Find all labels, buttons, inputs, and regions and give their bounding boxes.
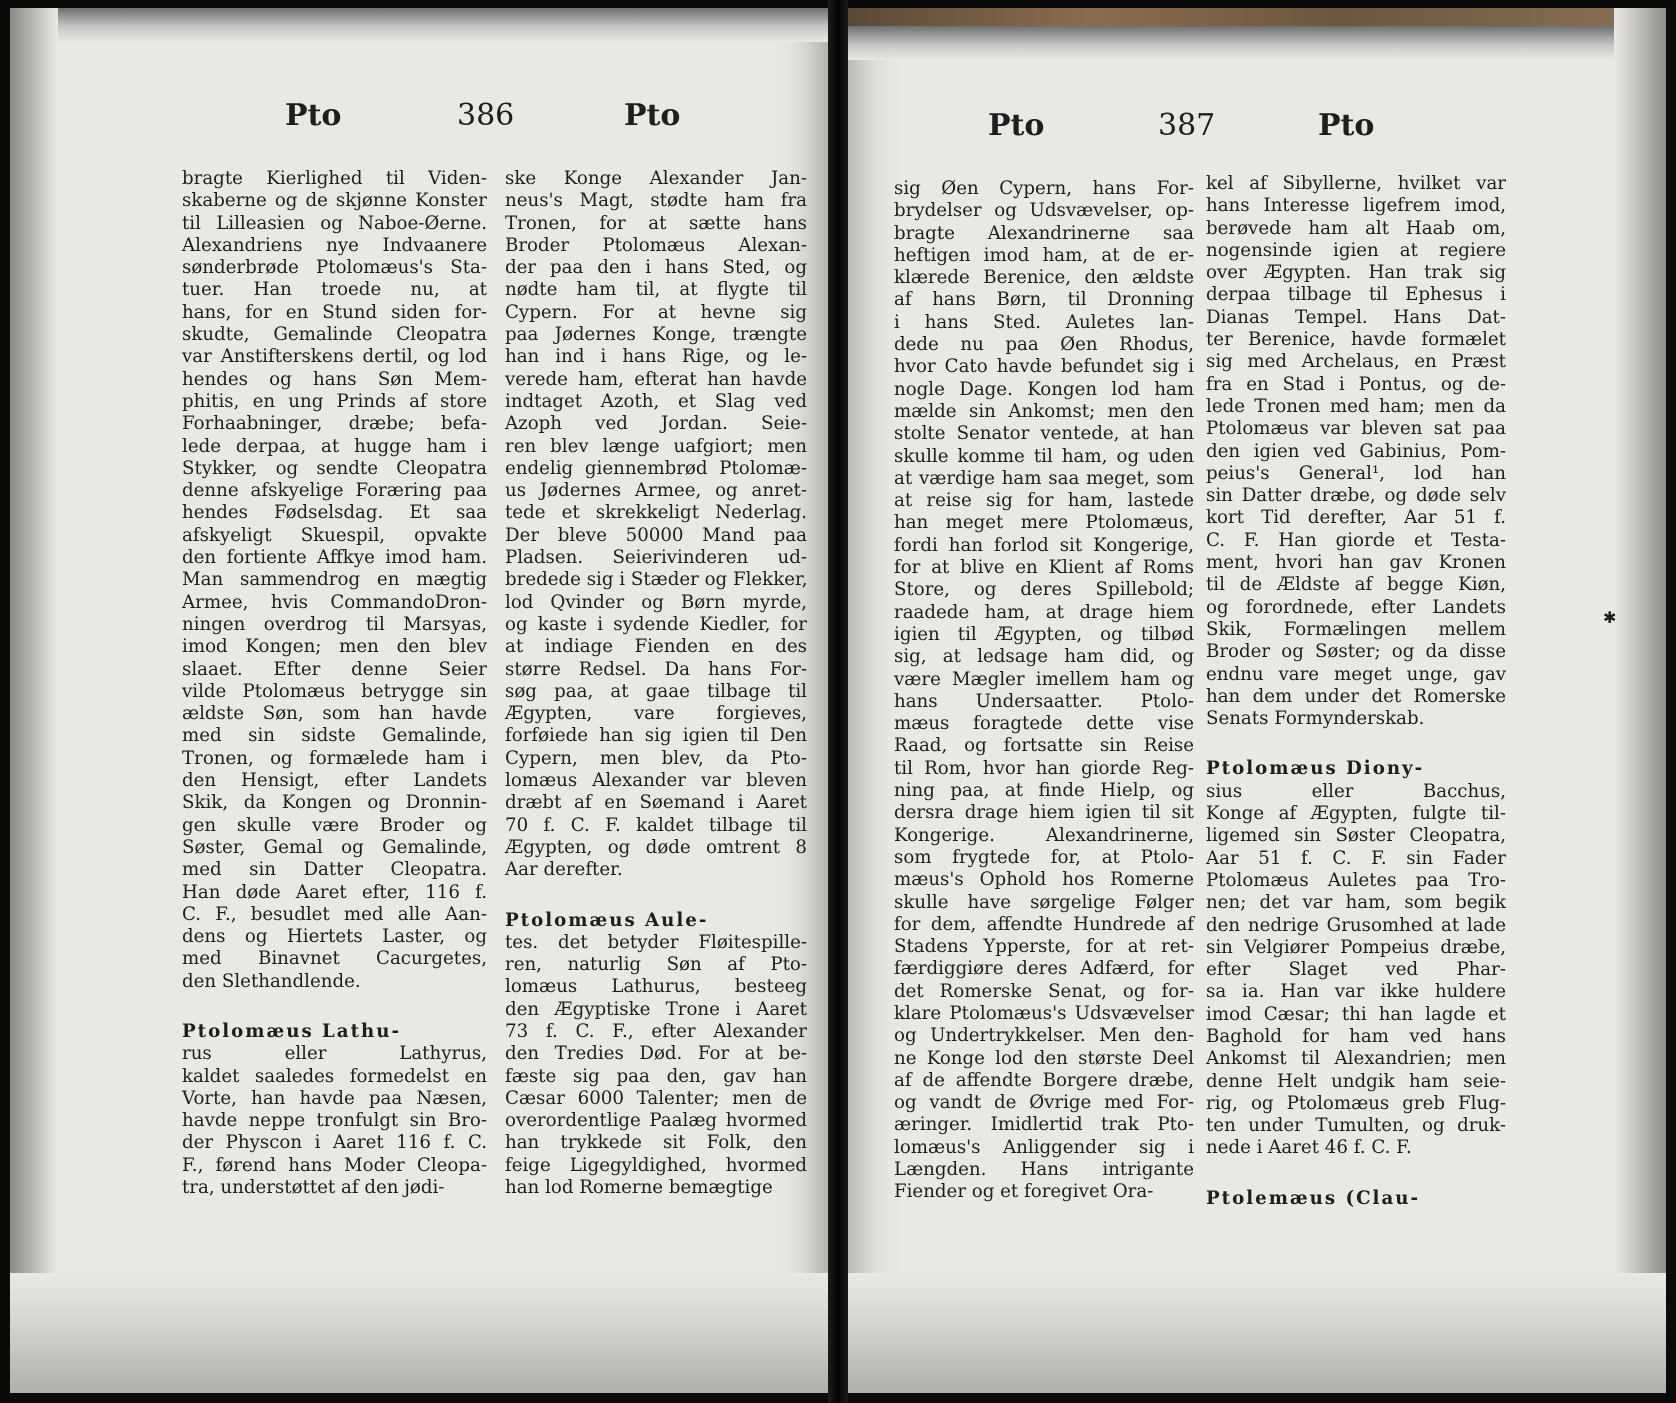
text-line: Store, og deres Spillebold;: [894, 579, 1194, 601]
text-line: Aar 51 f. C. F. sin Fader: [1206, 847, 1506, 869]
text-line: fordi han forlod sit Kongerige,: [894, 534, 1194, 556]
text-line: med Binavnet Cacurgetes,: [182, 948, 487, 970]
text-line: fra en Stad i Pontus, og de-: [1206, 373, 1506, 395]
text-line: den Tredies Død. For at be-: [505, 1043, 807, 1065]
page-bottom-edge: [10, 1273, 828, 1393]
text-line: bredede sig i Stæder og Flekker,: [505, 569, 808, 591]
text-line: ske Konge Alexander Jan-: [505, 168, 807, 189]
text-line: Konge af Ægypten, fulgte til-: [1206, 803, 1506, 825]
text-line: C. F., besudlet med alle Aan-: [182, 903, 487, 925]
text-line: kaldet saaledes formedelst en: [182, 1065, 487, 1087]
text-line: den Slethandlende.: [182, 970, 361, 992]
text-line: C. F. Han giorde et Testa-: [1206, 529, 1506, 551]
text-line: skudte, Gemalinde Cleopatra: [182, 324, 487, 346]
text-line: hendes og hans Søn Mem-: [182, 368, 487, 390]
text-line: skulle have sørgelige Følger: [894, 891, 1194, 913]
text-line: Man sammendrog en mægtig: [182, 569, 487, 591]
text-line: til Lilleasien og Naboe-Øerne.: [182, 212, 487, 234]
text-line: Broder Ptolomæus Alexan-: [505, 234, 807, 256]
text-line: han ind i hans Rige, og le-: [505, 346, 807, 368]
text-line: dræbt af en Søemand i Aaret: [505, 792, 807, 814]
text-line: Fiender og et foregivet Ora-: [894, 1181, 1154, 1203]
text-line: overordentlige Paalæg hvormed: [505, 1110, 807, 1132]
text-line: ment, hvori han gav Kronen: [1206, 552, 1506, 574]
text-line: Ptolomæus var bleven sat paa: [1206, 418, 1506, 440]
text-line: for dem, affendte Hundrede af: [894, 913, 1194, 935]
text-line: til Rom, hvor han giorde Reg-: [894, 757, 1194, 779]
text-line: Cypern, men blev, da Pto-: [505, 747, 807, 769]
text-line: derpaa tilbage til Ephesus i: [1206, 284, 1506, 306]
text-line: tra, understøttet af den jødi-: [182, 1177, 445, 1199]
text-line: den Hensigt, efter Landets: [182, 770, 487, 792]
text-line: sa ia. Han var ikke huldere: [1206, 981, 1506, 1003]
paragraph-gap: [1206, 1160, 1506, 1188]
text-line: nogensinde igien at regiere: [1206, 239, 1506, 261]
text-line: ren blev længe uafgiort; men: [505, 435, 807, 457]
entry-headword: Ptolomæus Lathu-: [182, 1020, 401, 1042]
text-line: ten under Tumulten, og druk-: [1206, 1115, 1506, 1137]
text-line: lod Qvinder og Børn myrde,: [505, 591, 807, 613]
text-line: af de affendte Borgere dræbe,: [894, 1069, 1194, 1091]
text-line: til de Ældste af begge Kiøn,: [1206, 574, 1506, 596]
paragraph-gap: [182, 993, 487, 1021]
text-line: hans Undersaatter. Ptolo-: [894, 690, 1194, 712]
text-line: ning paa, at finde Hielp, og: [894, 780, 1194, 802]
text-line: Vorte, han havde paa Næsen,: [182, 1087, 487, 1109]
paragraph-gap: [1206, 730, 1506, 758]
text-line: Dianas Tempel. Hans Dat-: [1206, 306, 1506, 328]
text-line: med sin sidste Gemalinde,: [182, 725, 487, 747]
text-line: Søster, Gemal og Gemalinde,: [182, 836, 487, 858]
text-line: over Ægypten. Han trak sig: [1206, 262, 1506, 284]
text-line: ter Berenice, havde formælet: [1206, 329, 1506, 351]
text-line: neus's Magt, stødte ham fra: [505, 190, 807, 212]
text-line: hvor Cato havde befundet sig i: [894, 356, 1194, 378]
entry-headword: Ptolomæus Diony-: [1206, 758, 1425, 780]
text-line: med sin Datter Cleopatra.: [182, 859, 487, 881]
text-line: kort Tid derefter, Aar 51 f.: [1206, 507, 1506, 529]
right-page: [848, 8, 1666, 1393]
text-line: Azoph ved Jordan. Seie-: [505, 413, 807, 435]
text-line: mæus's Ophold hos Romerne: [894, 869, 1194, 891]
text-line: Cypern. For at hevne sig: [505, 301, 807, 323]
text-line: efter Slaget ved Phar-: [1206, 959, 1506, 981]
text-line: Ægypten, og døde omtrent 8: [505, 836, 807, 858]
text-line: Forhaabninger, dræbe; befa-: [182, 413, 487, 435]
text-line: kel af Sibyllerne, hvilket var: [1206, 173, 1506, 194]
page-bottom-edge: [848, 1273, 1666, 1393]
text-line: sig Øen Cypern, hans For-: [894, 178, 1194, 199]
text-line: være Mægler imellem ham og: [894, 668, 1194, 690]
text-line: gen skulle være Broder og: [182, 814, 487, 836]
text-line: Længden. Hans intrigante: [894, 1159, 1194, 1181]
text-line: og vandt de Øvrige med For-: [894, 1092, 1194, 1114]
text-line: i hans Sted. Auletes lan-: [894, 311, 1194, 333]
text-line: ne Konge lod den største Deel: [894, 1047, 1194, 1069]
text-line: han trykkede sit Folk, den: [505, 1132, 807, 1154]
text-line: sig, at ledsage ham did, og: [894, 646, 1194, 668]
text-line: Han døde Aaret efter, 116 f.: [182, 881, 487, 903]
text-line: og kaste i sydende Kiedler, for: [505, 613, 807, 635]
page-number: 386: [457, 98, 515, 133]
text-line: rig, og Ptolomæus greb Flug-: [1206, 1092, 1506, 1114]
text-line: indtaget Azoth, et Slag ved: [505, 390, 807, 412]
text-line: som frygtede for, at Ptolo-: [894, 846, 1194, 868]
text-line: tuer. Han troede nu, at: [182, 279, 487, 301]
page-top-edge: [10, 8, 828, 42]
text-line: den nedrige Grusomhed at lade: [1206, 914, 1506, 936]
text-line: slaaet. Efter denne Seier: [182, 658, 487, 680]
text-line: Ptolomæus Auletes paa Tro-: [1206, 869, 1506, 891]
text-line: us Jødernes Armee, og anret-: [505, 480, 807, 502]
text-column-2: [1206, 173, 1506, 1210]
text-line: han dem under det Romerske: [1206, 685, 1506, 707]
text-line: ligemed sin Søster Cleopatra,: [1206, 825, 1506, 847]
header-guide-word-right: Pto: [1318, 108, 1375, 143]
text-line: lomæus Alexander var bleven: [505, 770, 807, 792]
text-line: peius's General¹, lod han: [1206, 462, 1506, 484]
text-line: han lod Romerne bemægtige: [505, 1177, 773, 1199]
text-line: Tronen, for at sætte hans: [505, 212, 807, 234]
text-line: ningen overdrog til Marsyas,: [182, 613, 487, 635]
text-line: Armee, hvis CommandoDron-: [182, 591, 487, 613]
page-fore-edge: [10, 8, 58, 1393]
text-line: 70 f. C. F. kaldet tilbage til: [505, 814, 807, 836]
text-line: phitis, en ung Prinds af store: [182, 390, 487, 412]
text-line: Senats Formynderskab.: [1206, 708, 1425, 730]
text-line: Skik, da Kongen og Dronnin-: [182, 792, 487, 814]
text-line: endnu vare meget unge, gav: [1206, 663, 1506, 685]
text-line: denne Helt undgik ham seie-: [1206, 1070, 1506, 1092]
text-line: klærede Berenice, den ældste: [894, 267, 1194, 289]
entry-headword: Ptolemæus (Clau-: [1206, 1187, 1421, 1209]
text-line: mæus foragtede dette vise: [894, 713, 1194, 735]
page-fore-edge: [1614, 8, 1666, 1393]
page-top-edge: [848, 26, 1666, 60]
text-line: at værdige ham saa meget, som: [894, 467, 1194, 489]
text-line: for at blive en Klient af Roms: [894, 557, 1194, 579]
left-page: [10, 8, 828, 1393]
text-line: var Anstifterskens dertil, og lod: [182, 346, 487, 368]
text-line: bragte Kierlighed til Viden-: [182, 168, 487, 189]
text-line: den igien ved Gabinius, Pom-: [1206, 440, 1506, 462]
text-line: det Romerske Senat, og for-: [894, 980, 1194, 1002]
text-line: sig med Archelaus, en Præst: [1206, 351, 1506, 373]
text-line: hans Interesse ligefrem imod,: [1206, 195, 1506, 217]
text-column-1: [182, 168, 487, 1199]
text-line: havde neppe tronfulgt sin Bro-: [182, 1110, 487, 1132]
text-line: dersra drage hiem igien til sit: [894, 802, 1194, 824]
text-line: at reise sig for ham, lastede: [894, 490, 1194, 512]
text-line: lomæus Lathurus, besteeg: [505, 976, 807, 998]
text-line: hendes Fødselsdag. Et saa: [182, 502, 487, 524]
text-line: Raad, og fortsatte sin Reise: [894, 735, 1194, 757]
text-line: lede derpaa, at hugge ham i: [182, 435, 487, 457]
text-line: sin Datter dræbe, og døde selv: [1206, 485, 1506, 507]
header-guide-word-left: Pto: [285, 98, 342, 133]
text-line: Broder og Søster; og da disse: [1206, 641, 1506, 663]
text-line: større Redsel. Da hans For-: [505, 658, 807, 680]
text-line: mælde sin Ankomst; men den: [894, 400, 1194, 422]
text-line: den Ægyptiske Trone i Aaret: [505, 998, 807, 1020]
header-guide-word-right: Pto: [624, 98, 681, 133]
text-line: raadede ham, at drage hiem: [894, 601, 1194, 623]
text-line: berøvede ham alt Haab om,: [1206, 217, 1506, 239]
text-line: stolte Senator ventede, at han: [894, 423, 1194, 445]
header-guide-word-left: Pto: [988, 108, 1045, 143]
text-line: forføiede han sig igien til Den: [505, 725, 807, 747]
text-line: endelig giennembrød Ptolomæ-: [505, 457, 807, 479]
text-line: æringer. Imidlertid trak Pto-: [894, 1114, 1194, 1136]
text-line: Aar derefter.: [505, 859, 623, 881]
text-line: Stadens Ypperste, for at ret-: [894, 936, 1194, 958]
text-line: Pladsen. Seierivinderen ud-: [505, 547, 807, 569]
text-line: paa Jødernes Konge, trængte: [505, 324, 807, 346]
text-line: Cæsar 6000 Talenter; men de: [505, 1087, 807, 1109]
text-line: Ægypten, vare forgieves,: [505, 703, 807, 725]
text-line: Baghold for ham ved hans: [1206, 1025, 1506, 1047]
text-line: feige Ligegyldighed, hvormed: [505, 1154, 807, 1176]
text-line: klare Ptolomæus's Udsvævelser: [894, 1002, 1194, 1024]
text-line: dens og Hiertets Laster, og: [182, 926, 487, 948]
text-line: nødte ham til, at flygte til: [505, 279, 807, 301]
text-line: dede nu paa Øen Rhodus,: [894, 334, 1194, 356]
text-line: lomæus's Anliggender sig i: [894, 1136, 1194, 1158]
text-line: Skik, Formælingen mellem: [1206, 618, 1506, 640]
text-line: tes. det betyder Fløitespille-: [505, 931, 807, 953]
text-line: skaberne og de skjønne Konster: [182, 190, 487, 212]
text-line: søg paa, at gaae tilbage til: [505, 680, 807, 702]
book-gutter: [828, 0, 848, 1403]
text-line: nen; det var ham, som begik: [1206, 892, 1506, 914]
text-line: rus eller Lathyrus,: [182, 1043, 487, 1065]
text-line: bragte Alexandrinerne saa: [894, 222, 1194, 244]
text-line: brydelser og Udsvævelser, op-: [894, 200, 1194, 222]
text-line: der Physcon i Aaret 116 f. C.: [182, 1132, 487, 1154]
text-line: sius eller Bacchus,: [1206, 780, 1506, 802]
text-line: fæste sig paa den, gav han: [505, 1065, 807, 1087]
text-line: ældste Søn, som han havde: [182, 703, 487, 725]
text-line: færdiggiøre deres Adfærd, for: [894, 958, 1194, 980]
entry-headword: Ptolomæus Aule-: [505, 909, 709, 931]
text-line: Stykker, og sendte Cleopatra: [182, 457, 487, 479]
text-line: igien til Ægypten, og tilbød: [894, 623, 1194, 645]
text-line: verede ham, efterat han havde: [505, 368, 807, 390]
text-line: afskyeligt Skuespil, opvakte: [182, 524, 487, 546]
text-line: heftigen imod ham, at de er-: [894, 244, 1194, 266]
text-line: sin Velgiører Pompeius dræbe,: [1206, 936, 1506, 958]
text-line: tede et skrekkeligt Nederlag.: [505, 502, 807, 524]
text-line: nede i Aaret 46 f. C. F.: [1206, 1137, 1412, 1159]
text-line: imod Kongen; men den blev: [182, 636, 487, 658]
text-line: og forordnede, efter Landets: [1206, 596, 1506, 618]
text-line: af hans Børn, til Dronning: [894, 289, 1194, 311]
text-line: skulle komme til ham, og uden: [894, 445, 1194, 467]
text-line: sønderbrøde Ptolomæus's Sta-: [182, 257, 487, 279]
text-line: imod Cæsar; thi han lagde et: [1206, 1003, 1506, 1025]
text-line: og Undertrykkelser. Men den-: [894, 1025, 1194, 1047]
text-line: Tronen, og formælede ham i: [182, 747, 487, 769]
text-column-1: [894, 178, 1194, 1204]
paragraph-gap: [505, 882, 807, 910]
text-line: at indiage Fienden en des: [505, 636, 807, 658]
text-line: vilde Ptolomæus betrygge sin: [182, 680, 487, 702]
text-line: 73 f. C. F., efter Alexander: [505, 1020, 807, 1042]
text-line: nogle Dage. Kongen lod ham: [894, 378, 1194, 400]
text-line: lede Tronen med ham; men da: [1206, 395, 1506, 417]
text-line: den fortiente Affkye imod ham.: [182, 547, 487, 569]
text-line: hans, for en Stund siden for-: [182, 301, 487, 323]
text-line: der paa den i hans Sted, og: [505, 257, 807, 279]
text-line: ren, naturlig Søn af Pto-: [505, 954, 807, 976]
text-line: Ankomst til Alexandrien; men: [1206, 1048, 1506, 1070]
text-line: Kongerige. Alexandrinerne,: [894, 824, 1194, 846]
text-line: Der bleve 50000 Mand paa: [505, 524, 807, 546]
text-column-2: [505, 168, 807, 1199]
text-line: F., førend hans Moder Cleopa-: [182, 1154, 487, 1176]
stray-mark: ✱: [1603, 608, 1617, 627]
text-line: han meget mere Ptolomæus,: [894, 512, 1194, 534]
page-number: 387: [1158, 108, 1216, 143]
text-line: denne afskyelige Foræring paa: [182, 480, 487, 502]
text-line: Alexandriens nye Indvaanere: [182, 234, 487, 256]
